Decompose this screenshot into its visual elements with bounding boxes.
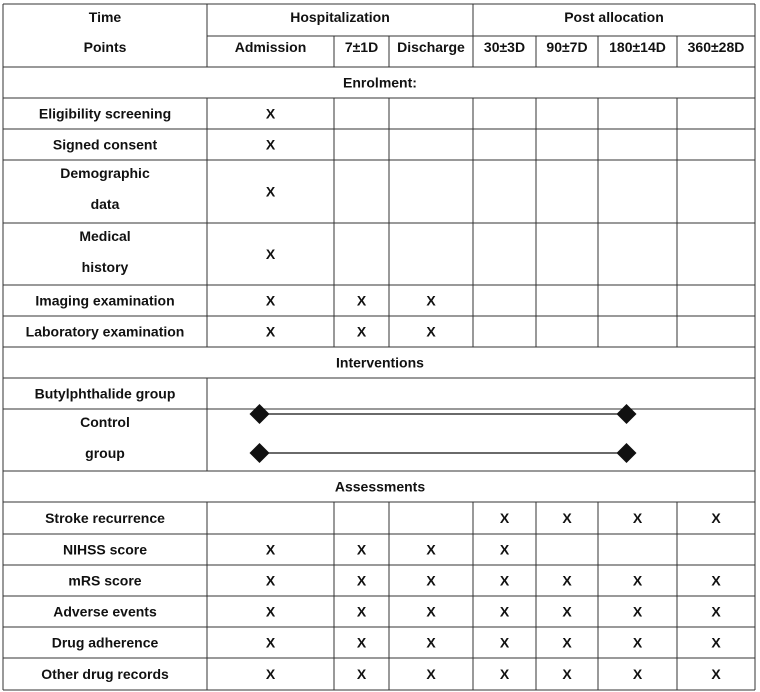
x-mark: X [356, 666, 367, 682]
x-mark: X [265, 666, 276, 682]
post-allocation-header: Post allocation [564, 9, 664, 25]
end-diamond-icon [617, 404, 637, 424]
x-mark: X [632, 510, 643, 526]
row-label: Laboratory examination [25, 323, 185, 340]
x-mark: X [265, 136, 276, 153]
row-label: Signed consent [52, 136, 158, 153]
x-mark: X [632, 572, 643, 589]
x-mark: X [356, 603, 367, 620]
column-header: 360±28D [687, 39, 745, 55]
row-label: Adverse events [53, 603, 157, 620]
x-mark: X [426, 603, 436, 620]
row-label: NIHSS score [62, 541, 148, 558]
x-mark: X [632, 634, 643, 651]
start-diamond-icon [250, 443, 270, 463]
x-mark: X [265, 183, 276, 200]
x-mark: X [562, 603, 572, 620]
row-label: Imaging examination [35, 292, 175, 309]
x-mark: X [499, 634, 510, 651]
x-mark: X [711, 572, 721, 589]
row-label: Demographic [60, 165, 150, 181]
x-mark: X [265, 105, 276, 122]
x-mark: X [632, 666, 643, 682]
section-enrolment: Enrolment: [343, 74, 417, 91]
row-label: Control [80, 414, 130, 430]
row-label: Medical [79, 228, 131, 244]
x-mark: X [711, 510, 721, 526]
column-header: 7±1D [344, 39, 379, 55]
x-mark: X [426, 634, 436, 651]
hospitalization-header: Hospitalization [290, 9, 390, 25]
x-mark: X [499, 572, 510, 589]
x-mark: X [562, 510, 572, 526]
x-mark: X [265, 603, 276, 620]
end-diamond-icon [617, 443, 637, 463]
row-label: Stroke recurrence [45, 510, 165, 526]
x-mark: X [356, 292, 367, 309]
x-mark: X [562, 572, 572, 589]
x-mark: X [356, 323, 367, 340]
x-mark: X [499, 510, 510, 526]
column-header: Discharge [397, 39, 465, 55]
x-mark: X [265, 634, 276, 651]
x-mark: X [499, 541, 510, 558]
x-mark: X [426, 292, 436, 309]
x-mark: X [711, 603, 721, 620]
column-header: 90±7D [546, 39, 588, 55]
x-mark: X [265, 323, 276, 340]
start-diamond-icon [250, 404, 270, 424]
x-mark: X [356, 541, 367, 558]
table-cells [26, 9, 745, 682]
x-mark: X [426, 323, 436, 340]
row-label: Drug adherence [51, 634, 159, 651]
x-mark: X [426, 541, 436, 558]
x-mark: X [562, 634, 572, 651]
row-label: mRS score [68, 572, 142, 589]
row-label: history [81, 259, 129, 275]
x-mark: X [356, 634, 367, 651]
points-label: Points [83, 39, 127, 55]
x-mark: X [265, 572, 276, 589]
x-mark: X [499, 603, 510, 620]
time-label: Time [88, 9, 122, 25]
x-mark: X [356, 572, 367, 589]
x-mark: X [265, 246, 276, 262]
x-mark: X [562, 666, 572, 682]
x-mark: X [499, 666, 510, 682]
x-mark: X [426, 666, 436, 682]
section-assessments: Assessments [334, 478, 426, 495]
x-mark: X [711, 666, 721, 682]
column-header: 30±3D [483, 39, 526, 55]
column-header: Admission [234, 39, 307, 55]
x-mark: X [711, 634, 721, 651]
x-mark: X [265, 292, 276, 309]
x-mark: X [426, 572, 436, 589]
row-label: Butylphthalide group [34, 385, 176, 402]
x-mark: X [632, 603, 643, 620]
row-label: Other drug records [41, 666, 169, 682]
x-mark: X [265, 541, 276, 558]
column-header: 180±14D [609, 39, 666, 55]
row-label: group [85, 445, 125, 461]
section-interventions: Interventions [336, 354, 424, 371]
row-label: Eligibility screening [38, 105, 172, 122]
row-label: data [90, 196, 120, 212]
